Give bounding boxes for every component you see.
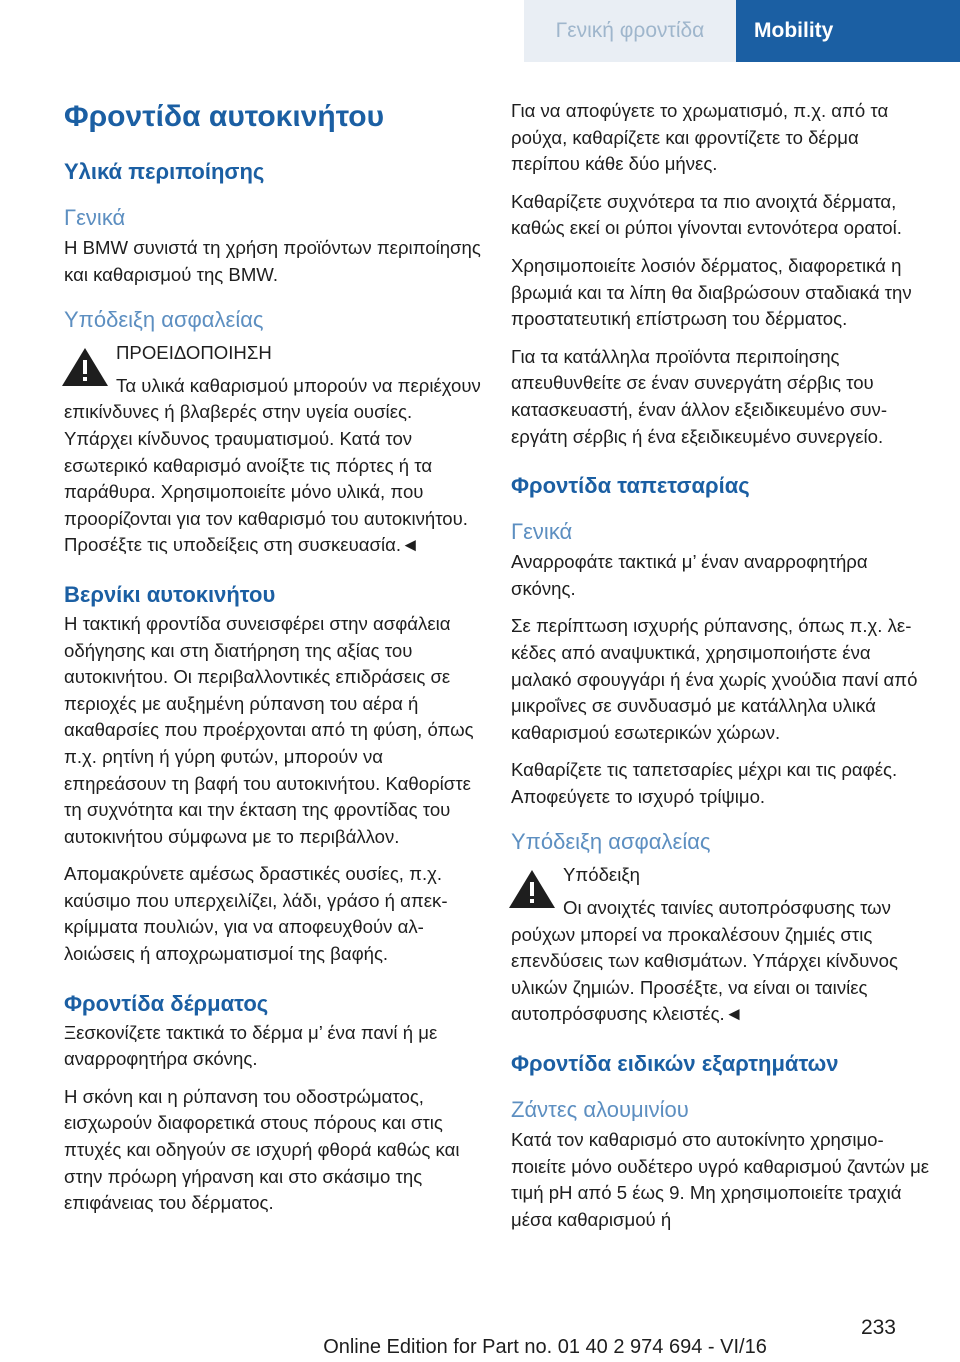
general-paragraph: Η BMW συνιστά τη χρήση προϊόντων περιποίησης και καθαρισμού της BMW. [64, 237, 481, 285]
page-header [524, 0, 960, 62]
leather-paragraph-3: Για να αποφύγετε το χρωματισμό, π.χ. από τα ρούχα, καθαρίζετε και φροντίζετε το δέρμα περίπου κάθε δύο μήνες. [511, 100, 889, 175]
special-components-heading: Φροντίδα ειδικών εξαρτημάτων [511, 1051, 839, 1077]
warning-text: Τα υλικά καθαρισμού μπορούν να περιέχουν επικίνδυνες ή βλαβερές στην υγεία ουσίες. Υπάρχει κίνδυνος τραυματισμού. Κατά τον εσωτερικό καθαρισμό ανοίξτε τις πόρτες ή τα παράθυρα. Χρησιμοποιείτε μόνο υλικά, που προορίζονται για τον καθαρισμό του αυτοκινήτου. Προσέξτε τις υποδείξεις στη συσκευασία.◄ [64, 374, 481, 556]
warning-triangle-icon [508, 869, 556, 909]
paintwork-paragraph-1: Η τακτική φροντίδα συνεισφέρει στην ασφάλεια οδήγησης και στη διατήρηση της αξίας του αυτοκινήτου. Οι περιβαλλοντικές επιδράσεις σε περιοχές με αυξημένη ρύπανση του αέρα ή ακαθαρσίες που προέρχονται από τη φύση, όπως π.χ. ρητίνη ή γύρη φυτών, μπορούν να επηρεάσουν τη βαφή του αυτοκινήτου. Καθορίστε τη συχνότητα και την έκταση της φροντίδας του αυτοκινήτου σύμφωνα με το περιβάλλον. [64, 612, 474, 847]
warning-title: ΠΡΟΕΙΔΟΠΟΙΗΣΗ [116, 342, 272, 364]
care-materials-heading: Υλικά περιποίησης [64, 159, 265, 184]
upholstery-paragraph-2: Σε περίπτωση ισχυρής ρύπανσης, όπως π.χ. λεκέδες από αναψυκτικά, χρησιμοποιήστε ένα μαλακό σφουγγάρι ή ένα χωρίς χνούδια πανί από μικροΐνες σε συνδυασμό με κατάλληλα υλικά καθαρισμού εσωτερικών χώρων. [511, 615, 918, 743]
note-text: Οι ανοιχτές ταινίες αυτοπρόσφυσης των ρούχων μπορεί να προκαλέσουν ζημιές στις επενδύσεις των καθισμάτων. Υπάρχει κίνδυνος υλικών ζημιών. Προσέξτε, να είναι οι ταινίες αυτοπρόσφυσης κλειστές.◄ [511, 897, 898, 1025]
alloy-wheels-subheading: Ζάντες αλουμινίου [511, 1097, 689, 1123]
paintwork-paragraph-2: Απομακρύνετε αμέσως δραστικές ουσίες, π.χ. καύσιμο που υπερχειλίζει, λάδι, γράσο ή απεκκρίμματα πουλιών, για να αποφευχθούν αλλοιώσεις ή αποχρωματισμοί της βαφής. [64, 863, 448, 965]
leather-paragraph-6: Για τα κατάλληλα προϊόντα περιποίησης απευθυνθείτε σε έναν συνεργάτη σέρβις του κατασκευαστή, έναν άλλον εξειδικευμένο συνεργάτη σέρβις ή ένα εξειδικευμένο συνεργείο. [511, 345, 888, 447]
upholstery-care-heading: Φροντίδα ταπετσαρίας [511, 473, 750, 499]
alloy-wheels-paragraph: Κατά τον καθαρισμό στο αυτοκίνητο χρησιμοποιείτε μόνο ουδέτερο υγρό καθαρισμού ζαντών με τιμή pH από 5 έως 9. Μη χρησιμοποιείτε τραχιά μέσα καθαρισμού ή [511, 1129, 930, 1230]
note-title: Υπόδειξη [563, 864, 641, 886]
edition-footer: Online Edition for Part no. 01 40 2 974 694 - VI/16 [323, 1336, 767, 1358]
upholstery-general-subheading: Γενικά [511, 519, 573, 545]
note-box [511, 862, 931, 1028]
leather-care-heading: Φροντίδα δέρματος [64, 990, 269, 1016]
section-tab-general-care[interactable]: Γενική φροντίδα [524, 0, 736, 62]
leather-paragraph-5: Χρησιμοποιείτε λοσιόν δέρματος, διαφορετικά η βρωμιά και τα λίπη θα διαβρώσουν σταδιακά την προστατευτική επίστρωση του δέρματος. [511, 254, 912, 330]
right-column [511, 98, 931, 1244]
left-column [64, 98, 482, 1228]
leather-paragraph-4: Καθαρίζετε συχνότερα τα πιο ανοιχτά δέρματα, καθώς εκεί οι ρύποι γίνονται εντονότερα ορατοί. [511, 190, 902, 239]
paintwork-heading: Βερνίκι αυτοκινήτου [64, 581, 276, 607]
upholstery-paragraph-3: Καθαρίζετε τις ταπετσαρίες μέχρι και τις ραφές. Αποφεύγετε το ισχυρό τρίψιμο. [511, 759, 898, 807]
leather-paragraph-2: Η σκόνη και η ρύπανση του οδοστρώματος, εισχωρούν διαφορετικά στους πόρους και στις πτυχές και οδηγούν σε ισχυρή φθορά καθώς και στην πρόωρη γήρανση και στο σκάσιμο της επιφάνειας του δέρματος. [64, 1085, 460, 1214]
general-subheading: Γενικά [64, 205, 126, 230]
upholstery-paragraph-1: Αναρροφάτε τακτικά μ’ έναν αναρροφητήρα σκόνης. [511, 551, 868, 599]
page-number: 233 [860, 1316, 896, 1339]
upholstery-safety-subheading: Υπόδειξη ασφαλείας [511, 829, 711, 855]
warning-box [64, 340, 482, 559]
warning-triangle-icon [61, 347, 109, 387]
chapter-tab-mobility[interactable]: Mobility [736, 0, 960, 62]
safety-subheading: Υπόδειξη ασφαλείας [64, 307, 264, 333]
leather-paragraph-1: Ξεσκονίζετε τακτικά το δέρμα μ’ ένα πανί ή με αναρροφητήρα σκόνης. [64, 1021, 438, 1070]
page-title: Φροντίδα αυτοκινήτου [64, 100, 385, 133]
